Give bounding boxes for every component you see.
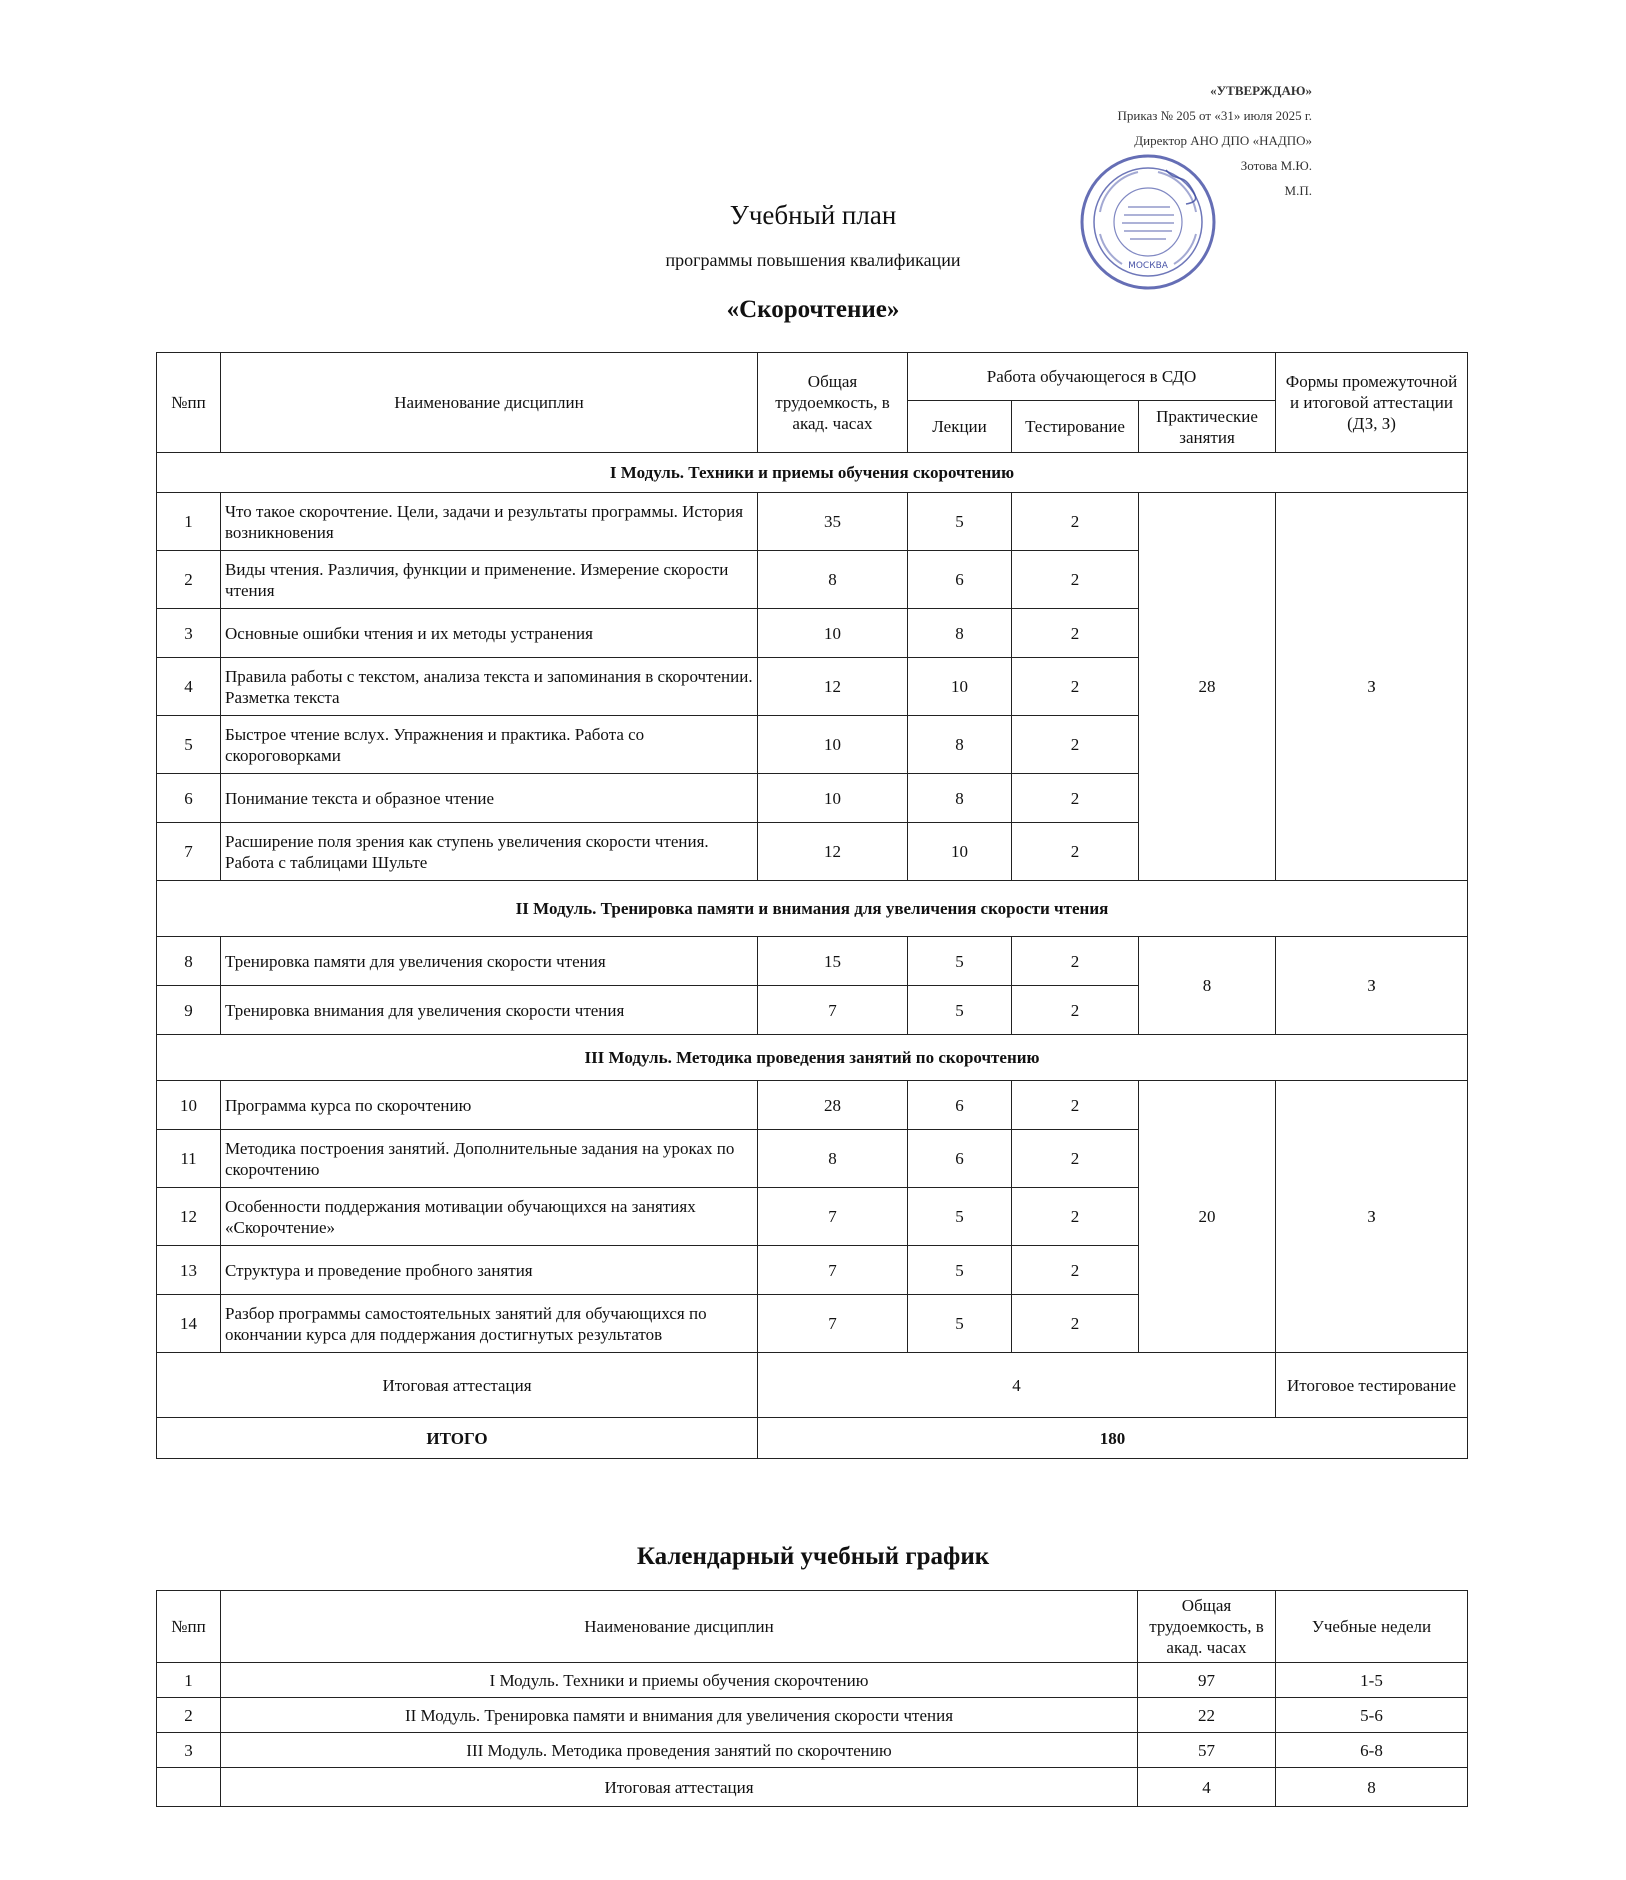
row-number: 8 <box>157 937 221 986</box>
schedule-row <box>157 1663 1468 1698</box>
table-row <box>157 493 1468 551</box>
approval-signatory: Зотова М.Ю. <box>1240 158 1312 173</box>
total-hours: 10 <box>758 774 908 823</box>
schedule-header-weeks: Учебные недели <box>1276 1591 1468 1663</box>
schedule-total-hours: 57 <box>1138 1733 1276 1768</box>
practice-hours: 8 <box>1139 937 1276 1035</box>
schedule-body <box>157 1663 1468 1807</box>
module-header-row <box>157 881 1468 937</box>
schedule-row <box>157 1768 1468 1807</box>
discipline-name: Что такое скорочтение. Цели, задачи и результаты программы. История возникновения <box>221 493 758 551</box>
col-header-lectures: Лекции <box>908 401 1012 453</box>
row-number: 12 <box>157 1188 221 1246</box>
row-number: 9 <box>157 986 221 1035</box>
total-hours: 28 <box>758 1081 908 1130</box>
practice-hours: 28 <box>1139 493 1276 881</box>
row-number: 13 <box>157 1246 221 1295</box>
total-hours: 12 <box>758 823 908 881</box>
total-hours: 15 <box>758 937 908 986</box>
schedule-weeks: 8 <box>1276 1768 1468 1807</box>
schedule-module-name: I Модуль. Техники и приемы обучения скорочтению <box>221 1663 1138 1698</box>
final-attestation-row <box>157 1353 1468 1418</box>
attestation-form: З <box>1276 937 1468 1035</box>
discipline-name: Разбор программы самостоятельных занятий для обучающихся по окончании курса для поддержания достигнутых результатов <box>221 1295 758 1353</box>
approval-order: Приказ № 205 от «31» июля 2025 г. <box>1117 108 1312 123</box>
program-name: «Скорочтение» <box>726 296 900 323</box>
testing-hours: 2 <box>1012 937 1139 986</box>
seal-city-text: МОСКВА <box>1128 261 1168 271</box>
discipline-name: Виды чтения. Различия, функции и применение. Измерение скорости чтения <box>221 551 758 609</box>
col-header-practice: Практические занятия <box>1139 401 1276 453</box>
col-header-testing: Тестирование <box>1012 401 1139 453</box>
testing-hours: 2 <box>1012 1188 1139 1246</box>
approval-seal-mark: М.П. <box>1284 183 1312 198</box>
lecture-hours: 6 <box>908 551 1012 609</box>
lecture-hours: 5 <box>908 986 1012 1035</box>
row-number: 7 <box>157 823 221 881</box>
lecture-hours: 6 <box>908 1130 1012 1188</box>
lecture-hours: 5 <box>908 1246 1012 1295</box>
schedule-title: Календарный учебный график <box>636 1543 990 1570</box>
total-row <box>157 1418 1468 1459</box>
module-title: III Модуль. Методика проведения занятий по скорочтению <box>157 1035 1468 1081</box>
table-row <box>157 937 1468 986</box>
discipline-name: Методика построения занятий. Дополнительные задания на уроках по скорочтению <box>221 1130 758 1188</box>
discipline-name: Тренировка внимания для увеличения скорости чтения <box>221 986 758 1035</box>
approval-heading: «УТВЕРЖДАЮ» <box>1210 83 1312 98</box>
testing-hours: 2 <box>1012 551 1139 609</box>
total-hours: 10 <box>758 716 908 774</box>
testing-hours: 2 <box>1012 986 1139 1035</box>
row-number: 10 <box>157 1081 221 1130</box>
lecture-hours: 5 <box>908 937 1012 986</box>
lecture-hours: 10 <box>908 823 1012 881</box>
lecture-hours: 8 <box>908 609 1012 658</box>
total-hours-sum: 180 <box>758 1418 1468 1459</box>
module-title: II Модуль. Тренировка памяти и внимания для увеличения скорости чтения <box>157 881 1468 937</box>
testing-hours: 2 <box>1012 716 1139 774</box>
total-hours: 7 <box>758 986 908 1035</box>
final-attestation-label: Итоговая аттестация <box>157 1353 758 1418</box>
discipline-name: Тренировка памяти для увеличения скорости чтения <box>221 937 758 986</box>
discipline-name: Понимание текста и образное чтение <box>221 774 758 823</box>
page-title: Учебный план <box>729 200 897 230</box>
testing-hours: 2 <box>1012 1295 1139 1353</box>
testing-hours: 2 <box>1012 493 1139 551</box>
testing-hours: 2 <box>1012 774 1139 823</box>
schedule-module-name: II Модуль. Тренировка памяти и внимания для увеличения скорости чтения <box>221 1698 1138 1733</box>
col-header-num: №пп <box>157 353 221 453</box>
curriculum-table <box>156 352 1468 1459</box>
approval-position: Директор АНО ДПО «НАДПО» <box>1134 133 1312 148</box>
total-hours: 7 <box>758 1188 908 1246</box>
lecture-hours: 8 <box>908 774 1012 823</box>
final-attestation-form: Итоговое тестирование <box>1276 1353 1468 1418</box>
discipline-name: Правила работы с текстом, анализа текста и запоминания в скорочтении. Разметка текста <box>221 658 758 716</box>
total-hours: 12 <box>758 658 908 716</box>
lecture-hours: 5 <box>908 493 1012 551</box>
schedule-row <box>157 1733 1468 1768</box>
row-number: 4 <box>157 658 221 716</box>
row-number: 2 <box>157 551 221 609</box>
schedule-total-hours: 97 <box>1138 1663 1276 1698</box>
row-number: 5 <box>157 716 221 774</box>
discipline-name: Особенности поддержания мотивации обучающихся на занятиях «Скорочтение» <box>221 1188 758 1246</box>
total-hours: 7 <box>758 1246 908 1295</box>
schedule-total-hours: 22 <box>1138 1698 1276 1733</box>
discipline-name: Программа курса по скорочтению <box>221 1081 758 1130</box>
discipline-name: Быстрое чтение вслух. Упражнения и практика. Работа со скороговорками <box>221 716 758 774</box>
final-attestation-hours: 4 <box>758 1353 1276 1418</box>
testing-hours: 2 <box>1012 609 1139 658</box>
col-header-total: Общая трудоемкость, в акад. часах <box>758 353 908 453</box>
row-number: 14 <box>157 1295 221 1353</box>
page-subtitle: программы повышения квалификации <box>665 250 961 270</box>
total-hours: 8 <box>758 1130 908 1188</box>
schedule-header-num: №пп <box>157 1591 221 1663</box>
schedule-weeks: 1-5 <box>1276 1663 1468 1698</box>
col-header-name: Наименование дисциплин <box>221 353 758 453</box>
discipline-name: Расширение поля зрения как ступень увеличения скорости чтения. Работа с таблицами Шульте <box>221 823 758 881</box>
testing-hours: 2 <box>1012 1130 1139 1188</box>
schedule-header-name: Наименование дисциплин <box>221 1591 1138 1663</box>
attestation-form: З <box>1276 1081 1468 1353</box>
total-hours: 7 <box>758 1295 908 1353</box>
row-number: 1 <box>157 493 221 551</box>
attestation-form: З <box>1276 493 1468 881</box>
schedule-row-number: 3 <box>157 1733 221 1768</box>
total-hours: 10 <box>758 609 908 658</box>
total-hours: 35 <box>758 493 908 551</box>
schedule-weeks: 5-6 <box>1276 1698 1468 1733</box>
practice-hours: 20 <box>1139 1081 1276 1353</box>
module-header-row <box>157 453 1468 493</box>
lecture-hours: 5 <box>908 1295 1012 1353</box>
schedule-weeks: 6-8 <box>1276 1733 1468 1768</box>
col-header-work: Работа обучающегося в СДО <box>908 353 1276 401</box>
row-number: 6 <box>157 774 221 823</box>
lecture-hours: 8 <box>908 716 1012 774</box>
table-row <box>157 1081 1468 1130</box>
total-hours: 8 <box>758 551 908 609</box>
testing-hours: 2 <box>1012 1246 1139 1295</box>
schedule-row <box>157 1698 1468 1733</box>
testing-hours: 2 <box>1012 823 1139 881</box>
discipline-name: Структура и проведение пробного занятия <box>221 1246 758 1295</box>
schedule-total-hours: 4 <box>1138 1768 1276 1807</box>
total-label: ИТОГО <box>157 1418 758 1459</box>
lecture-hours: 10 <box>908 658 1012 716</box>
row-number: 11 <box>157 1130 221 1188</box>
lecture-hours: 6 <box>908 1081 1012 1130</box>
testing-hours: 2 <box>1012 658 1139 716</box>
module-title: I Модуль. Техники и приемы обучения скорочтению <box>157 453 1468 493</box>
testing-hours: 2 <box>1012 1081 1139 1130</box>
schedule-row-number: 2 <box>157 1698 221 1733</box>
schedule-header-total: Общая трудоемкость, в акад. часах <box>1138 1591 1276 1663</box>
discipline-name: Основные ошибки чтения и их методы устранения <box>221 609 758 658</box>
schedule-row-number: 1 <box>157 1663 221 1698</box>
col-header-forms: Формы промежуточной и итоговой аттестации (ДЗ, З) <box>1276 353 1468 453</box>
module-header-row <box>157 1035 1468 1081</box>
lecture-hours: 5 <box>908 1188 1012 1246</box>
schedule-module-name: Итоговая аттестация <box>221 1768 1138 1807</box>
schedule-row-number <box>157 1768 221 1807</box>
schedule-module-name: III Модуль. Методика проведения занятий по скорочтению <box>221 1733 1138 1768</box>
row-number: 3 <box>157 609 221 658</box>
curriculum-body <box>157 453 1468 1459</box>
schedule-table <box>156 1590 1468 1807</box>
